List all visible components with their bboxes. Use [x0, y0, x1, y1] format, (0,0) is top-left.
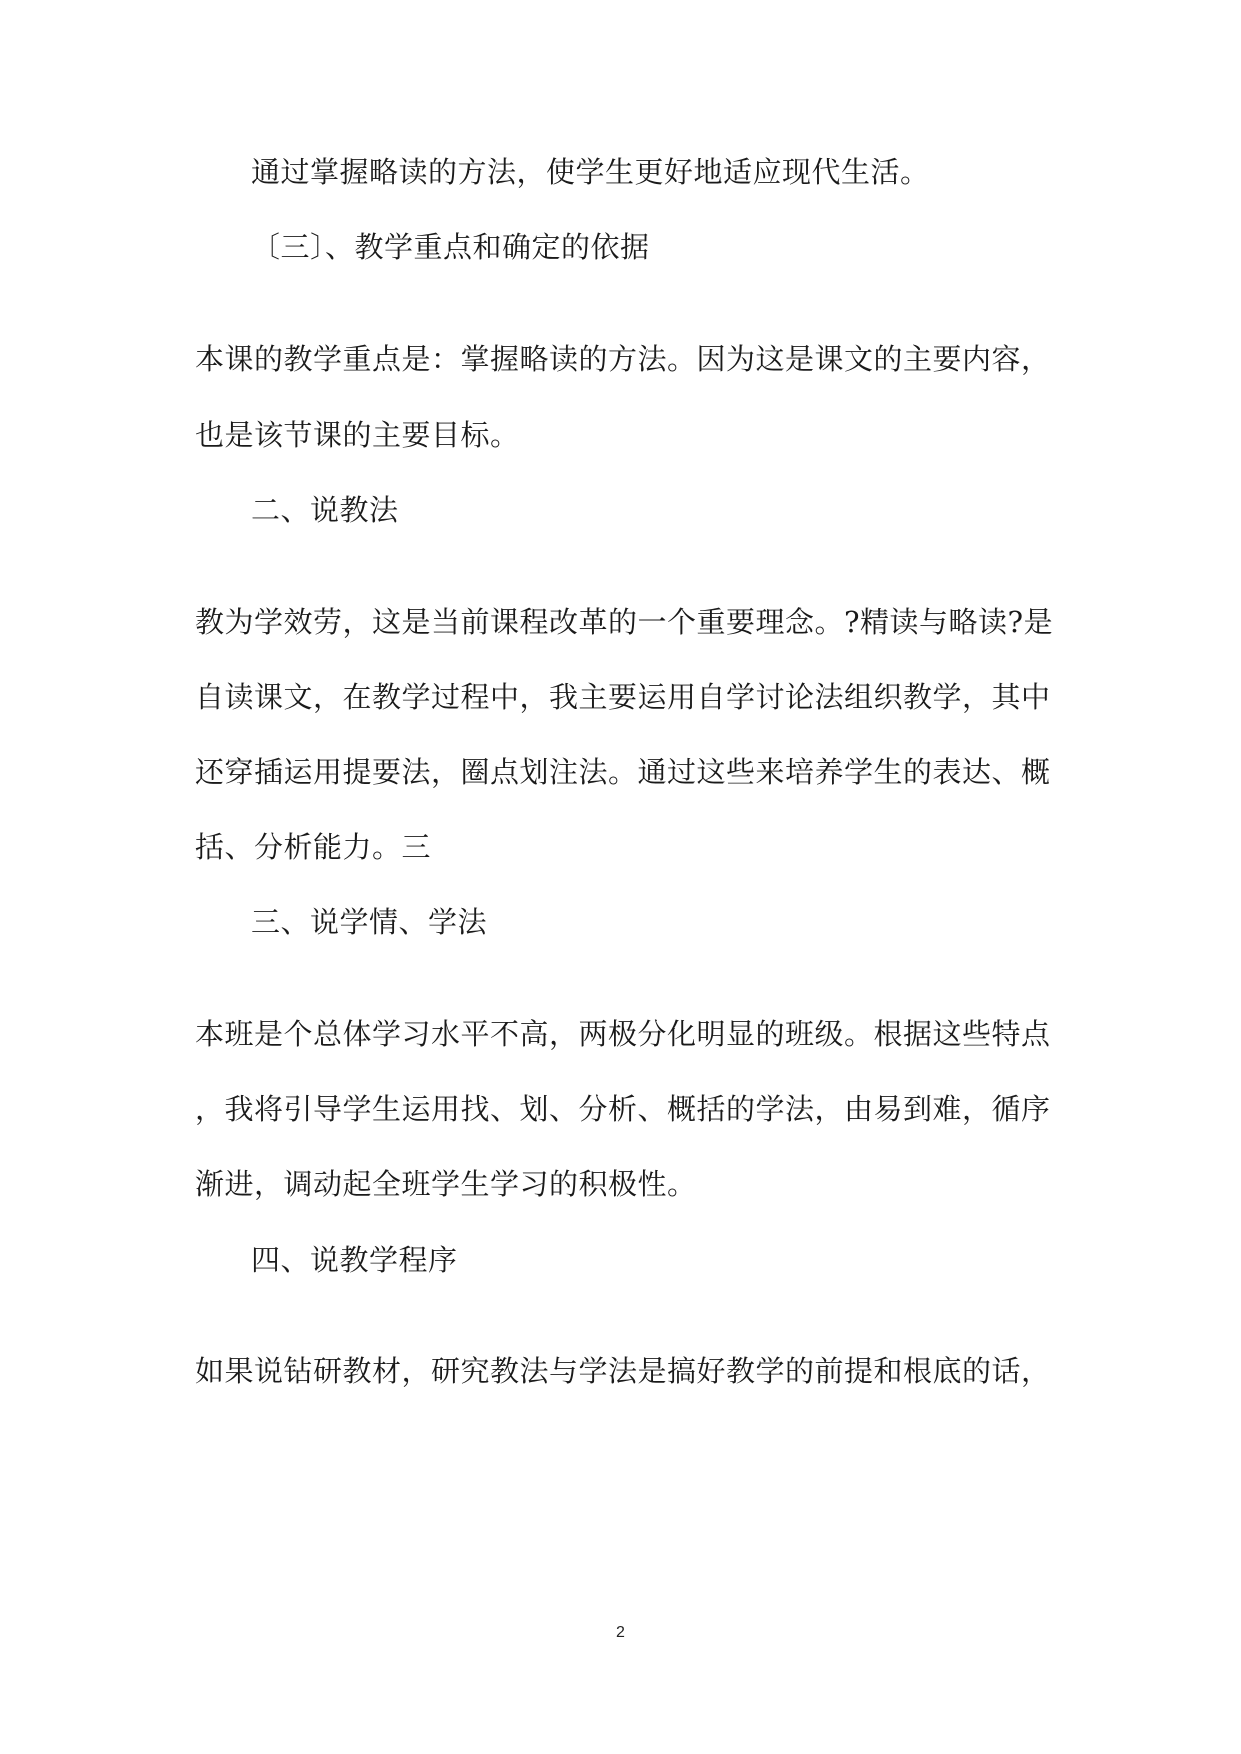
paragraph-line: 如果说钻研教材，研究教法与学法是搞好教学的前提和根底的话，	[195, 1354, 1051, 1388]
paragraph-line: 本班是个总体学习水平不高，两极分化明显的班级。根据这些特点	[195, 1017, 1051, 1051]
paragraph-line: 渐进，调动起全班学生学习的积极性。	[195, 1167, 697, 1201]
section-heading-student-situation: 三、说学情、学法	[251, 905, 488, 939]
paragraph-goal: 通过掌握略读的方法，使学生更好地适应现代生活。	[251, 155, 930, 189]
paragraph-line: 括、分析能力。三	[195, 830, 432, 864]
paragraph-line: 还穿插运用提要法，圈点划注法。通过这些来培养学生的表达、概	[195, 755, 1051, 789]
paragraph-line: 教为学效劳，这是当前课程改革的一个重要理念。?精读与略读?是	[195, 605, 1054, 639]
section-heading-key-points: 〔三〕、教学重点和确定的依据	[251, 230, 650, 264]
paragraph-line: 也是该节课的主要目标。	[195, 418, 520, 452]
section-heading-teaching-method: 二、说教法	[251, 493, 399, 527]
page-number: 2	[616, 1624, 625, 1641]
paragraph-line: 自读课文，在教学过程中，我主要运用自学讨论法组织教学，其中	[195, 680, 1051, 714]
paragraph-line: 本课的教学重点是：掌握略读的方法。因为这是课文的主要内容，	[195, 342, 1051, 376]
paragraph-line: ，我将引导学生运用找、划、分析、概括的学法，由易到难，循序	[195, 1092, 1051, 1126]
section-heading-teaching-procedure: 四、说教学程序	[251, 1243, 458, 1277]
